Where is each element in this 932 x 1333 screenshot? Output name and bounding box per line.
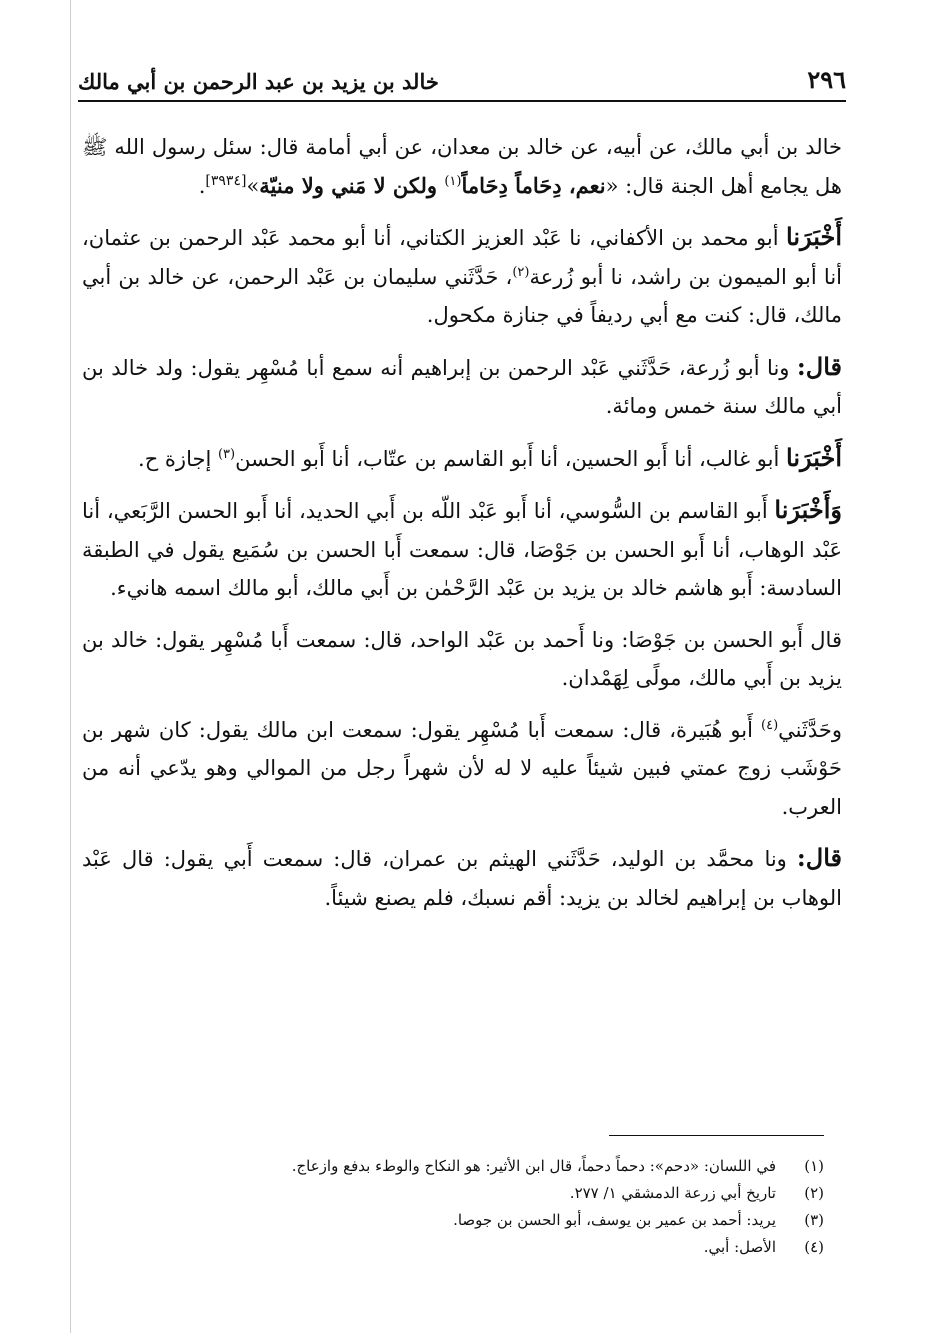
footnote <box>110 1180 824 1207</box>
text-segment: . <box>198 173 206 198</box>
paragraph <box>82 491 842 608</box>
footnote-ref: (٣) <box>217 446 236 462</box>
text-segment: خالد بن أبي مالك، عن أبيه، عن خالد بن معدان، عن أبي أمامة قال: سئل رسول الله ﷺ هل يجامع أهل الجنة قال: « <box>82 135 842 198</box>
footnote-number: (٢) <box>804 1184 824 1202</box>
paragraph <box>82 839 842 917</box>
footnote <box>110 1153 824 1180</box>
text-segment: أبو محمد بن الأكفاني، نا عَبْد العزيز الكتاني، أنا أبو محمد عَبْد الرحمن بن عثمان، أنا أبو الميمون بن راشد، نا أبو زُرعة <box>82 226 842 289</box>
footnote-text: في اللسان: «دحم»: دحماً دحماً، قال ابن الأثير: هو النكاح والوطء بدفع وازعاج. <box>291 1157 776 1175</box>
footnote-ref: (٤) <box>761 717 779 733</box>
text-segment: ونا أبو زُرعة، حَدَّثَني عَبْد الرحمن بن إبراهيم أنه سمع أبا مُسْهِر يقول: ولد خالد بن أبي مالك سنة خمس ومائة. <box>82 355 842 418</box>
footnote-number: (١) <box>804 1157 824 1175</box>
text-segment: قال أَبو الحسن بن جَوْصَا: ونا أَحمد بن عَبْد الواحد، قال: سمعت أَبا مُسْهِر يقول: خالد بن يزيد بن أَبي مالك، مولًى لِهَمْدان. <box>82 627 842 690</box>
footnote-number: (٤) <box>804 1238 824 1256</box>
text-segment: ونا محمَّد بن الوليد، حَدَّثَني الهيثم بن عمران، قال: سمعت أَبي يقول: قال عَبْد الوهاب بن إبراهيم لخالد بن يزيد: أقم نسبك، فلم يصنع شيئاً. <box>82 847 842 910</box>
paragraph <box>82 439 842 479</box>
paragraph <box>82 711 842 827</box>
text-segment: أبو غالب، أنا أَبو الحسين، أنا أَبو القاسم بن عتّاب، أنا أَبو الحسن <box>235 446 787 471</box>
main-text <box>82 128 842 930</box>
keyword: وَأَخْبَرَنا <box>774 495 842 524</box>
paragraph <box>82 128 842 205</box>
page-binding-edge <box>70 0 71 1333</box>
footnote-ref: (٢) <box>512 264 530 280</box>
footnote <box>110 1234 824 1261</box>
keyword: قال: <box>796 843 842 872</box>
footnote-divider <box>609 1135 824 1136</box>
footnote <box>110 1207 824 1234</box>
paragraph <box>82 348 842 426</box>
running-title: خالد بن يزيد بن عبد الرحمن بن أبي مالك <box>78 69 439 94</box>
hadith-quote: ولكن لا مَني ولا منيّة <box>259 172 445 198</box>
footnote-number: (٣) <box>804 1211 824 1229</box>
paragraph <box>82 621 842 698</box>
text-segment: أَبو القاسم بن السُّوسي، أنا أَبو عَبْد اللّه بن أَبي الحديد، أنا أَبو الحسن الرَّبَعي، أنا عَبْد الوهاب، أنا أَبو الحسن بن جَوْصَا، قال: سمعت أَبا الحسن بن سُمَيع يقول في الطبقة السادسة: أَبو هاشم خالد بن يزيد بن عَبْد الرَّحْمٰن بن أَبي مالك، أبو مالك اسمه هانيء. <box>82 499 842 600</box>
keyword: أَخْبَرَنا <box>786 222 842 251</box>
reference-number: [٣٩٣٤] <box>205 172 247 189</box>
footnote-text: الأصل: أبي. <box>703 1238 776 1256</box>
hadith-quote: نعم، دِحَاماً دِحَاماً <box>461 172 606 198</box>
footnote-text: تاريخ أبي زرعة الدمشقي ١/ ٢٧٧. <box>569 1184 776 1202</box>
keyword: قال: <box>796 351 842 381</box>
text-segment: » <box>246 173 260 198</box>
footnote-text: يريد: أحمد بن عمير بن يوسف، أبو الحسن بن جوصا. <box>453 1211 776 1229</box>
page-header <box>78 58 846 102</box>
paragraph <box>82 218 842 335</box>
footnotes <box>110 1153 824 1261</box>
footnote-ref: (١) <box>444 173 462 189</box>
text-segment: وحَدَّثَني <box>778 717 842 742</box>
text-segment: إجازة ح. <box>138 446 218 471</box>
text-segment: أَبو هُبَيرة، قال: سمعت أَبا مُسْهِر يقول: سمعت ابن مالك يقول: كان شهر بن حَوْشَب زوج عمتي فبين شيئاً عليه لا له لأن شهراً رجل من الموالي وهو يدّعي أنه من العرب. <box>82 717 842 819</box>
keyword: أَخْبَرَنا <box>786 442 842 472</box>
page-number: ٢٩٦ <box>807 65 846 94</box>
text-segment: ، حَدَّثَني سليمان بن عَبْد الرحمن، عن خالد بن أبي مالك، قال: كنت مع أبي رديفاً في جنازة مكحول. <box>82 264 842 327</box>
